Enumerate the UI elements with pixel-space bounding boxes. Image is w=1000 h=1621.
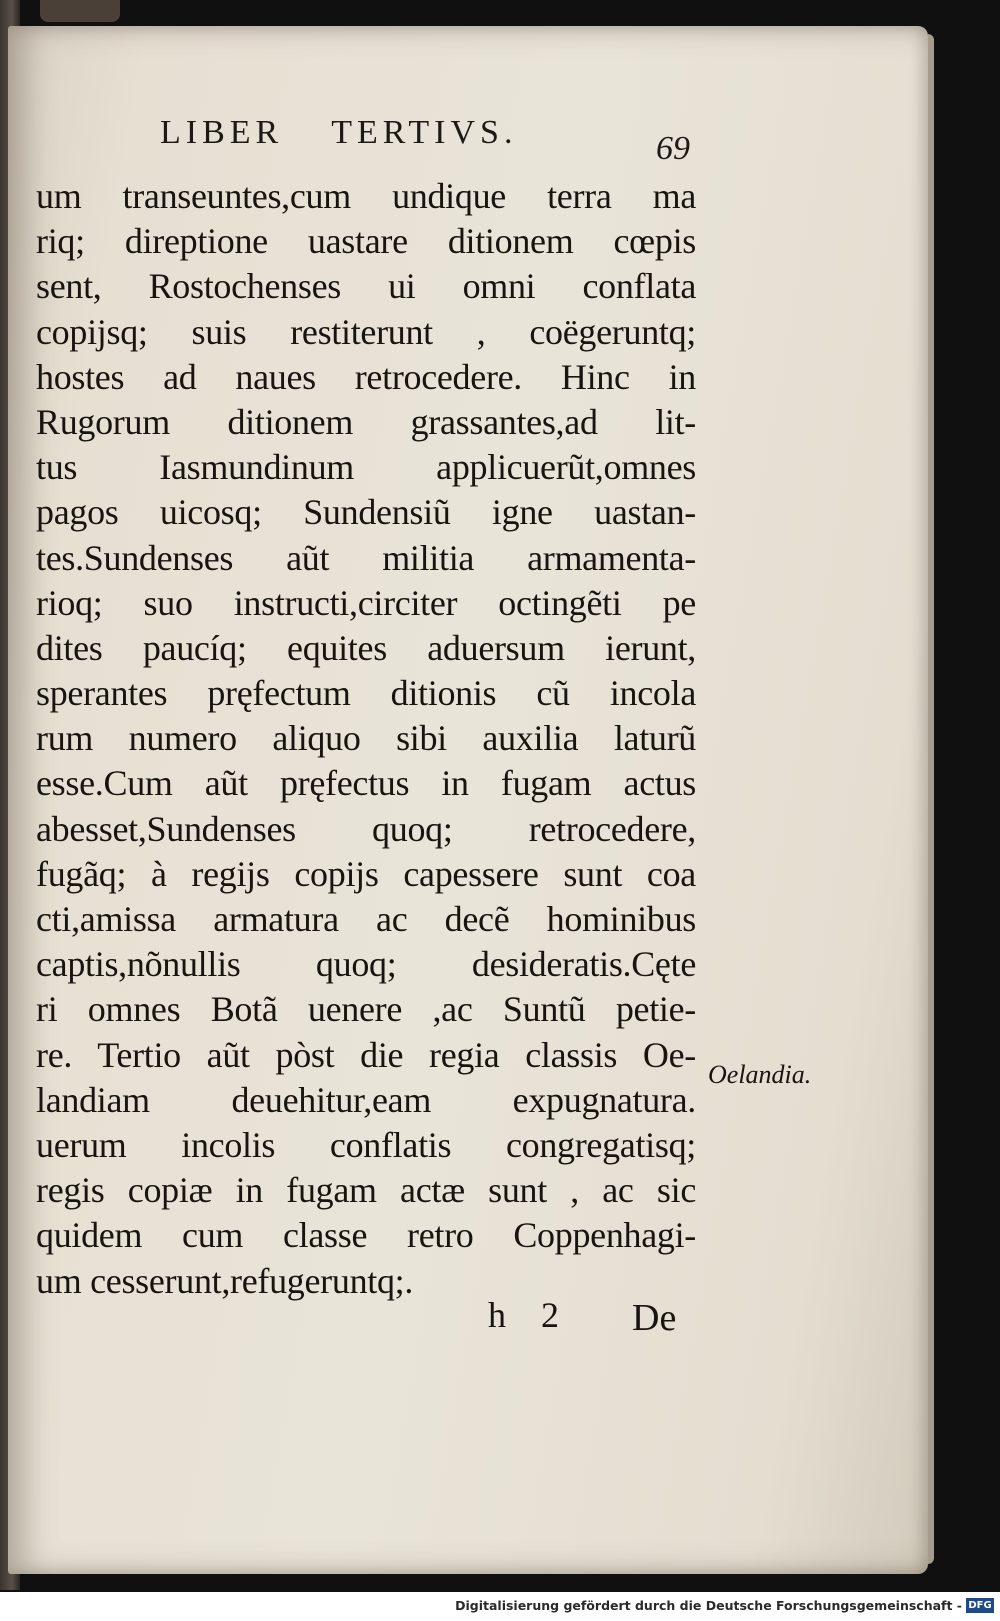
text-line: fugãq; à regijs copijs capessere sunt coa — [36, 853, 696, 894]
text-line: landiam deuehitur,eam expugnatura. — [36, 1079, 696, 1120]
catchword: De — [632, 1297, 677, 1339]
text-line: sperantes pręfectum ditionis cũ incola — [36, 673, 696, 714]
book-page — [8, 26, 928, 1574]
running-head-word: TERTIVS. — [331, 114, 518, 151]
text-line: uerum incolis conflatis congregatisq; — [36, 1124, 696, 1165]
text-line: sent, Rostochenses ui omni conflata — [36, 266, 696, 307]
text-line: dites paucíq; equites aduersum ierunt, — [36, 627, 696, 668]
signature-mark: h 2 — [488, 1295, 559, 1335]
text-line: riq; direptione uastare ditionem cœpis — [36, 221, 696, 262]
text-line: copijsq; suis restiterunt , coëgeruntq; — [36, 311, 696, 352]
text-line: pagos uicosq; Sundensiũ igne uastan- — [36, 492, 696, 533]
text-line: um cesserunt,refugeruntq;. — [36, 1260, 414, 1301]
text-line: ri omnes Botã uenere ,ac Suntũ petie- — [36, 989, 696, 1030]
text-line: tus Iasmundinum applicuerũt,omnes — [36, 447, 696, 488]
running-head-word: LIBER — [160, 114, 284, 151]
text-line: rum numero aliquo sibi auxilia laturũ — [36, 718, 696, 759]
binding-top — [40, 0, 120, 22]
text-line: rioq; suo instructi,circiter octingẽti pe — [36, 582, 696, 623]
marginal-note: Oelandia. — [708, 1060, 812, 1089]
text-line: cti,amissa armatura ac decẽ hominibus — [36, 899, 696, 939]
page-number: 69 — [656, 130, 690, 167]
text-line: tes.Sundenses aũt militia armamenta- — [36, 537, 696, 578]
text-line: captis,nõnullis quoq; desideratis.Cęte — [36, 944, 696, 985]
text-line: esse.Cum aũt pręfectus in fugam actus — [36, 763, 696, 804]
dfg-logo-icon: DFG — [966, 1598, 994, 1613]
text-line: abesset,Sundenses quoq; retrocedere, — [36, 808, 696, 849]
text-line: Rugorum ditionem grassantes,ad lit- — [36, 401, 696, 442]
text-line: hostes ad naues retrocedere. Hinc in — [36, 356, 696, 397]
text-line: quidem cum classe retro Coppenhagi- — [36, 1215, 696, 1256]
text-line: um transeuntes,cum undique terra ma — [36, 176, 696, 216]
body-text — [36, 174, 696, 1304]
footer-bar — [0, 1592, 1000, 1621]
text-line: regis copiæ in fugam actæ sunt , ac sic — [36, 1170, 696, 1211]
footer-credit: Digitalisierung gefördert durch die Deutsche Forschungsgemeinschaft - — [455, 1598, 962, 1613]
running-head — [160, 114, 565, 152]
text-line: re. Tertio aũt pòst die regia classis Oe- — [36, 1034, 696, 1075]
